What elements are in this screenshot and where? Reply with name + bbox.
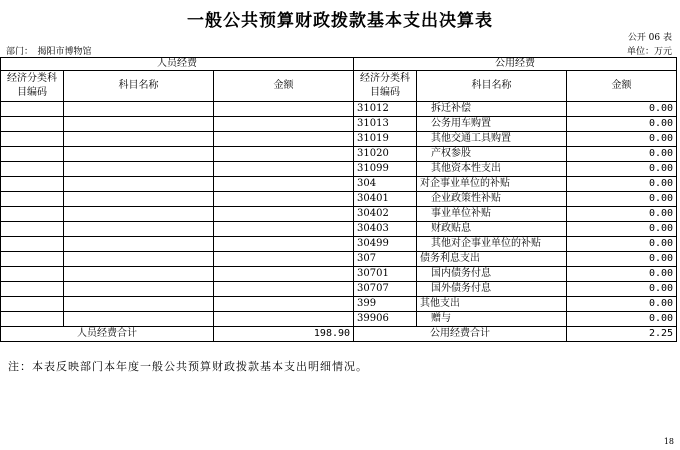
public-total-amount: 2.25 (567, 327, 677, 342)
header-amount-left: 金额 (214, 71, 354, 102)
personnel-name-cell (64, 222, 214, 237)
personnel-name-cell (64, 312, 214, 327)
table-row (1, 147, 677, 162)
public-code-cell: 30701 (354, 267, 417, 282)
public-code-cell: 30403 (354, 222, 417, 237)
public-name-cell: 其他资本性支出 (417, 162, 567, 177)
form-number: 公开 06 表 (627, 33, 672, 43)
personnel-code-cell (1, 132, 64, 147)
public-code-cell: 31012 (354, 102, 417, 117)
table-row (1, 297, 677, 312)
personnel-amount-cell (214, 192, 354, 207)
public-name-cell: 其他对企事业单位的补贴 (417, 237, 567, 252)
personnel-amount-cell (214, 207, 354, 222)
table-row (1, 267, 677, 282)
table-row (1, 162, 677, 177)
personnel-code-cell (1, 282, 64, 297)
personnel-code-cell (1, 267, 64, 282)
public-amount-cell: 0.00 (567, 147, 677, 162)
personnel-name-cell (64, 117, 214, 132)
public-code-cell: 304 (354, 177, 417, 192)
personnel-name-cell (64, 207, 214, 222)
totals-row (1, 327, 677, 342)
public-name-cell: 对企事业单位的补贴 (417, 177, 567, 192)
public-name-cell: 赠与 (417, 312, 567, 327)
public-amount-cell: 0.00 (567, 132, 677, 147)
public-name-cell: 财政贴息 (417, 222, 567, 237)
personnel-name-cell (64, 237, 214, 252)
public-code-cell: 31020 (354, 147, 417, 162)
personnel-amount-cell (214, 132, 354, 147)
public-amount-cell: 0.00 (567, 162, 677, 177)
personnel-name-cell (64, 177, 214, 192)
public-code-cell: 39906 (354, 312, 417, 327)
footnote: 注：本表反映部门本年度一般公共预算财政拨款基本支出明细情况。 (8, 360, 368, 373)
unit-label: 单位：万元 (626, 47, 672, 57)
public-name-cell: 国内债务付息 (417, 267, 567, 282)
section-public: 公用经费 (354, 58, 677, 71)
public-code-cell: 31013 (354, 117, 417, 132)
personnel-name-cell (64, 162, 214, 177)
section-personnel: 人员经费 (1, 58, 354, 71)
public-name-cell: 国外债务付息 (417, 282, 567, 297)
page-number: 18 (663, 437, 674, 446)
public-name-cell: 债务利息支出 (417, 252, 567, 267)
personnel-code-cell (1, 237, 64, 252)
table-row (1, 177, 677, 192)
public-amount-cell: 0.00 (567, 267, 677, 282)
personnel-code-cell (1, 192, 64, 207)
public-name-cell: 其他支出 (417, 297, 567, 312)
personnel-amount-cell (214, 267, 354, 282)
personnel-total-amount: 198.90 (214, 327, 354, 342)
public-amount-cell: 0.00 (567, 102, 677, 117)
public-name-cell: 拆迁补偿 (417, 102, 567, 117)
personnel-name-cell (64, 297, 214, 312)
personnel-code-cell (1, 162, 64, 177)
page-title: 一般公共预算财政拨款基本支出决算表 (187, 11, 493, 31)
header-econ-code-left: 经济分类科目编码 (1, 71, 64, 102)
table-row (1, 222, 677, 237)
personnel-code-cell (1, 207, 64, 222)
personnel-code-cell (1, 147, 64, 162)
public-name-cell: 企业政策性补贴 (417, 192, 567, 207)
public-amount-cell: 0.00 (567, 237, 677, 252)
public-name-cell: 公务用车购置 (417, 117, 567, 132)
public-amount-cell: 0.00 (567, 192, 677, 207)
personnel-amount-cell (214, 252, 354, 267)
table-row (1, 207, 677, 222)
department-label: 部门： 揭阳市博物馆 (6, 47, 92, 57)
personnel-amount-cell (214, 237, 354, 252)
personnel-amount-cell (214, 147, 354, 162)
table-row (1, 117, 677, 132)
public-amount-cell: 0.00 (567, 297, 677, 312)
public-amount-cell: 0.00 (567, 207, 677, 222)
public-code-cell: 30707 (354, 282, 417, 297)
personnel-code-cell (1, 117, 64, 132)
public-code-cell: 31019 (354, 132, 417, 147)
public-amount-cell: 0.00 (567, 117, 677, 132)
table-row (1, 237, 677, 252)
personnel-amount-cell (214, 282, 354, 297)
header-econ-code-right: 经济分类科目编码 (354, 71, 417, 102)
table-row (1, 282, 677, 297)
table-row (1, 102, 677, 117)
personnel-name-cell (64, 282, 214, 297)
public-code-cell: 30401 (354, 192, 417, 207)
table-row (1, 252, 677, 267)
public-amount-cell: 0.00 (567, 177, 677, 192)
table-row (1, 312, 677, 327)
section-header-row (1, 58, 677, 71)
personnel-amount-cell (214, 177, 354, 192)
personnel-name-cell (64, 192, 214, 207)
public-name-cell: 产权参股 (417, 147, 567, 162)
public-code-cell: 307 (354, 252, 417, 267)
public-name-cell: 其他交通工具购置 (417, 132, 567, 147)
header-item-name-left: 科目名称 (64, 71, 214, 102)
public-code-cell: 399 (354, 297, 417, 312)
personnel-code-cell (1, 312, 64, 327)
public-total-label: 公用经费合计 (354, 327, 567, 342)
public-amount-cell: 0.00 (567, 252, 677, 267)
public-amount-cell: 0.00 (567, 282, 677, 297)
table-row (1, 192, 677, 207)
personnel-name-cell (64, 267, 214, 282)
personnel-name-cell (64, 132, 214, 147)
personnel-name-cell (64, 252, 214, 267)
header-amount-right: 金额 (567, 71, 677, 102)
public-amount-cell: 0.00 (567, 222, 677, 237)
public-code-cell: 31099 (354, 162, 417, 177)
public-code-cell: 30499 (354, 237, 417, 252)
public-amount-cell: 0.00 (567, 312, 677, 327)
personnel-total-label: 人员经费合计 (1, 327, 214, 342)
personnel-amount-cell (214, 102, 354, 117)
table-row (1, 132, 677, 147)
personnel-name-cell (64, 102, 214, 117)
personnel-code-cell (1, 222, 64, 237)
public-code-cell: 30402 (354, 207, 417, 222)
header-item-name-right: 科目名称 (417, 71, 567, 102)
personnel-amount-cell (214, 117, 354, 132)
personnel-amount-cell (214, 297, 354, 312)
personnel-code-cell (1, 252, 64, 267)
personnel-code-cell (1, 297, 64, 312)
personnel-amount-cell (214, 312, 354, 327)
personnel-code-cell (1, 102, 64, 117)
expenditure-table (0, 57, 677, 342)
personnel-name-cell (64, 147, 214, 162)
public-name-cell: 事业单位补贴 (417, 207, 567, 222)
personnel-amount-cell (214, 162, 354, 177)
column-header-row (1, 71, 677, 102)
personnel-code-cell (1, 177, 64, 192)
personnel-amount-cell (214, 222, 354, 237)
